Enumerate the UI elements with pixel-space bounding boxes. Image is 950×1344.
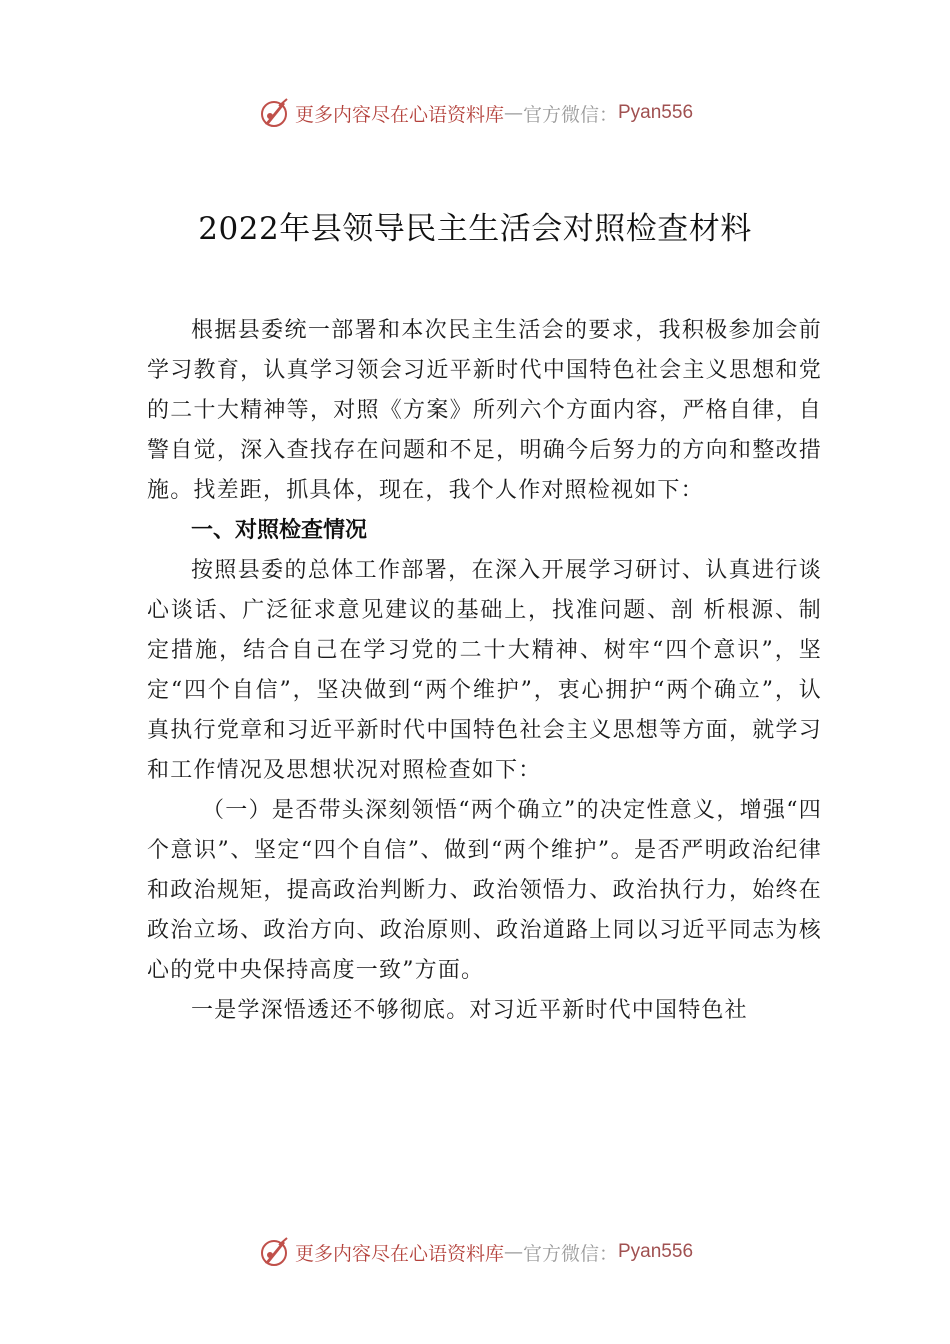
watermark-wechat-id: Pyan556 [618,102,694,123]
quill-logo-icon [257,96,291,130]
document-title: 2022年县领导民主生活会对照检查材料 [198,211,752,247]
watermark-main-text: 更多内容尽在心语资料库 [294,1242,504,1265]
footer-watermark [0,1232,950,1272]
watermark-separator: — [503,102,523,124]
watermark-sub-text: 官方微信： [522,1242,618,1265]
quill-logo-icon [257,1235,291,1269]
subsection-paragraph: （一）是否带头深刻领悟“两个确立”的决定性意义，增强“四个意识”、坚定“四个自信”、做到“两个维护”。是否严明政治纪律和政治规矩，提高政治判断力、政治领悟力、政治执行力，始终在政治立场、政治方向、政治原则、政治道路上同以习近平同志为核心的党中央保持高度一致”方面。 [147,798,822,983]
watermark-wechat-id: Pyan556 [618,1241,694,1262]
watermark-separator: — [503,1241,523,1263]
section-paragraph: 按照县委的总体工作部署，在深入开展学习研讨、认真进行谈心谈话、广泛征求意见建议的基础上，找准问题、剖 析根源、制定措施，结合自己在学习党的二十大精神、树牢“四个意识”，坚定“四个自信”，坚决做到“两个维护”，衷心拥护“两个确立”，认真执行党章和习近平新时代中国特色社会主义思想等方面，就学习和工作情况及思想状况对照检查如下： [147,558,822,783]
document-body [147,311,822,1031]
intro-paragraph: 根据县委统一部署和本次民主生活会的要求，我积极参加会前学习教育，认真学习领会习近平新时代中国特色社会主义思想和党的二十大精神等，对照《方案》所列六个方面内容，严格自律，自警自觉，深入查找存在问题和不足，明确今后努力的方向和整改措施。找差距，抓具体，现在，我个人作对照检视如下： [147,318,822,503]
section-heading: 一、对照检查情况 [191,518,368,543]
watermark-main-text: 更多内容尽在心语资料库 [294,103,504,126]
watermark-sub-text: 官方微信： [522,103,618,126]
point-paragraph: 一是学深悟透还不够彻底。对习近平新时代中国特色社 [191,998,748,1023]
header-watermark [0,93,950,133]
